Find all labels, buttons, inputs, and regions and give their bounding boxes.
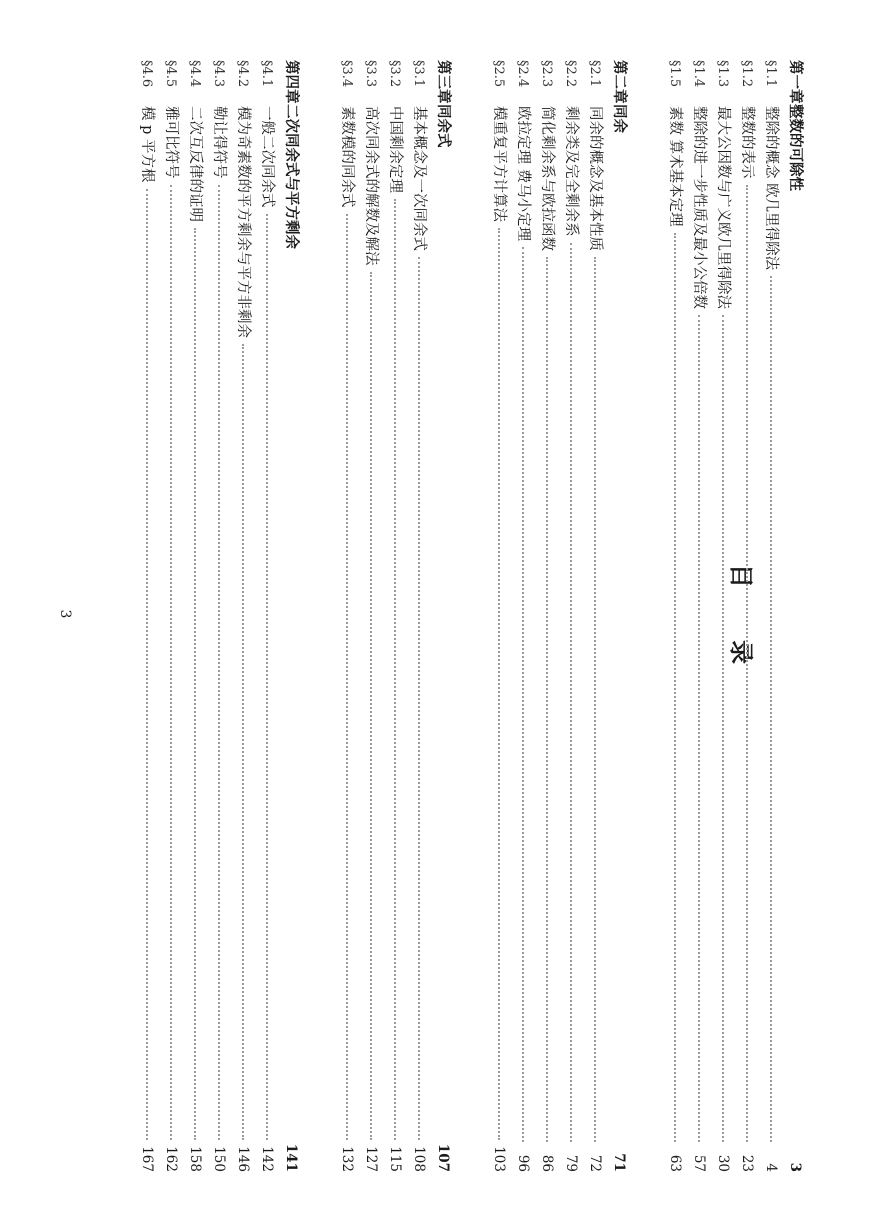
toc-section-row[interactable] — [259, 60, 279, 1172]
section-page: 4 — [763, 1163, 779, 1172]
dot-leader — [418, 257, 420, 1140]
section-page: 150 — [211, 1146, 227, 1172]
section-page: 79 — [563, 1154, 579, 1172]
section-number: §1.5 — [667, 60, 682, 88]
dot-leader — [522, 247, 524, 1142]
section-title: 勒让得符号 — [211, 106, 227, 179]
section-page: 72 — [587, 1154, 603, 1172]
section-number: §1.2 — [739, 60, 754, 88]
section-page: 103 — [491, 1146, 507, 1172]
toc-section-row[interactable] — [235, 60, 255, 1172]
section-page: 115 — [387, 1146, 403, 1172]
section-title: 基本概念及一次同余式 — [411, 106, 427, 251]
section-page: 162 — [163, 1146, 179, 1172]
toc-section-row[interactable] — [163, 60, 183, 1172]
dot-leader — [266, 214, 268, 1141]
section-title: 同余的概念及基本性质 — [587, 106, 603, 251]
page-number: 3 — [57, 609, 73, 619]
dot-leader — [370, 272, 372, 1141]
chapter-number: 第一章 — [787, 60, 803, 104]
section-title: 素数 算术基本定理 — [667, 106, 683, 227]
section-page: 86 — [539, 1154, 555, 1172]
section-number: §2.3 — [539, 60, 554, 88]
toc-chapter-row[interactable] — [435, 60, 455, 1172]
dot-leader — [218, 185, 220, 1141]
section-page: 63 — [667, 1154, 683, 1172]
toc-section-row[interactable] — [211, 60, 231, 1172]
toc-section-row[interactable] — [667, 60, 687, 1172]
dot-leader — [346, 214, 348, 1141]
dot-leader — [746, 185, 748, 1143]
toc-section-row[interactable] — [411, 60, 431, 1172]
section-title: 模 p 平方根 — [139, 106, 155, 183]
toc-section-row[interactable] — [491, 60, 511, 1172]
chapter-title: 二次同余式与平方剩余 — [283, 104, 299, 249]
toc-section-row[interactable] — [387, 60, 407, 1172]
chapter-page: 107 — [435, 1143, 451, 1172]
section-title: 简化剩余系与欧拉函数 — [539, 106, 555, 251]
section-number: §3.4 — [339, 60, 354, 88]
section-title: 整除的进一步性质及最小公倍数 — [691, 106, 707, 309]
section-page: 127 — [363, 1146, 379, 1172]
section-number: §2.1 — [587, 60, 602, 88]
section-number: §1.3 — [715, 60, 730, 88]
section-title: 二次互反律的证明 — [187, 106, 203, 222]
section-title: 一般二次同余式 — [259, 106, 275, 208]
toc-section-row[interactable] — [563, 60, 583, 1172]
chapter-number: 第三章 — [435, 60, 451, 104]
dot-leader — [594, 257, 596, 1142]
chapter-number: 第二章 — [611, 60, 627, 104]
toc-section-row[interactable] — [139, 60, 159, 1172]
section-page: 30 — [715, 1154, 731, 1172]
toc-section-row[interactable] — [339, 60, 359, 1172]
dot-leader — [170, 185, 172, 1141]
section-page: 167 — [139, 1146, 155, 1172]
toc-section-row[interactable] — [691, 60, 711, 1172]
dot-leader — [546, 257, 548, 1142]
section-title: 雅可比符号 — [163, 106, 179, 179]
section-number: §4.4 — [187, 60, 202, 88]
section-number: §1.1 — [763, 60, 778, 88]
toc-section-row[interactable] — [739, 60, 759, 1172]
toc-section-row[interactable] — [363, 60, 383, 1172]
section-number: §4.6 — [139, 60, 154, 88]
chapter-page: 3 — [787, 1162, 803, 1172]
section-title: 高次同余式的解数及解法 — [363, 106, 379, 266]
toc-section-row[interactable] — [539, 60, 559, 1172]
chapter-page: 141 — [283, 1143, 299, 1172]
section-number: §3.2 — [387, 60, 402, 88]
section-page: 132 — [339, 1146, 355, 1172]
section-title: 最大公因数与广义欧几里得除法 — [715, 106, 731, 309]
section-number: §1.4 — [691, 60, 706, 88]
dot-leader — [698, 315, 700, 1142]
section-title: 欧拉定理 费马小定理 — [515, 106, 531, 242]
section-page: 108 — [411, 1146, 427, 1172]
toc-section-row[interactable] — [515, 60, 535, 1172]
chapter-page: 71 — [611, 1153, 627, 1172]
toc-chapter-row[interactable] — [787, 60, 807, 1172]
section-number: §4.3 — [211, 60, 226, 88]
section-number: §3.3 — [363, 60, 378, 88]
section-page: 23 — [739, 1154, 755, 1172]
section-number: §4.1 — [259, 60, 274, 88]
section-title: 素数模的同余式 — [339, 106, 355, 208]
chapter-title: 同余式 — [435, 104, 451, 148]
section-title: 中国剩余定理 — [387, 106, 403, 193]
dot-leader — [570, 243, 572, 1143]
section-title: 整数的表示 — [739, 106, 755, 179]
chapter-title: 同余 — [611, 104, 627, 133]
section-number: §4.2 — [235, 60, 250, 88]
section-title: 模重复平方计算法 — [491, 106, 507, 222]
chapter-number: 第四章 — [283, 60, 299, 104]
section-page: 57 — [691, 1154, 707, 1172]
section-title: 整除的概念 欧几里得除法 — [763, 106, 779, 271]
dot-leader — [674, 233, 676, 1142]
section-page: 142 — [259, 1146, 275, 1172]
section-title: 模为奇素数的平方剩余与平方非剩余 — [235, 106, 251, 338]
toc-chapter-row[interactable] — [611, 60, 631, 1172]
toc-section-row[interactable] — [187, 60, 207, 1172]
dot-leader — [242, 344, 244, 1140]
toc-section-row[interactable] — [715, 60, 735, 1172]
section-page: 146 — [235, 1146, 251, 1172]
toc-section-row[interactable] — [763, 60, 783, 1172]
dot-leader — [770, 276, 772, 1142]
section-number: §2.5 — [491, 60, 506, 88]
section-page: 158 — [187, 1146, 203, 1172]
section-number: §4.5 — [163, 60, 178, 88]
chapter-title: 整数的可除性 — [787, 104, 803, 191]
toc-section-row[interactable] — [587, 60, 607, 1172]
section-number: §3.1 — [411, 60, 426, 88]
dot-leader — [194, 228, 196, 1140]
dot-leader — [394, 199, 396, 1140]
section-title: 剩余类及完全剩余系 — [563, 106, 579, 237]
section-page: 96 — [515, 1154, 531, 1172]
toc-title: 目 录 — [727, 563, 756, 687]
toc-chapter-row[interactable] — [283, 60, 303, 1172]
dot-leader — [722, 315, 724, 1142]
dot-leader — [498, 228, 500, 1140]
section-number: §2.2 — [563, 60, 578, 88]
section-number: §2.4 — [515, 60, 530, 88]
dot-leader — [146, 189, 148, 1141]
